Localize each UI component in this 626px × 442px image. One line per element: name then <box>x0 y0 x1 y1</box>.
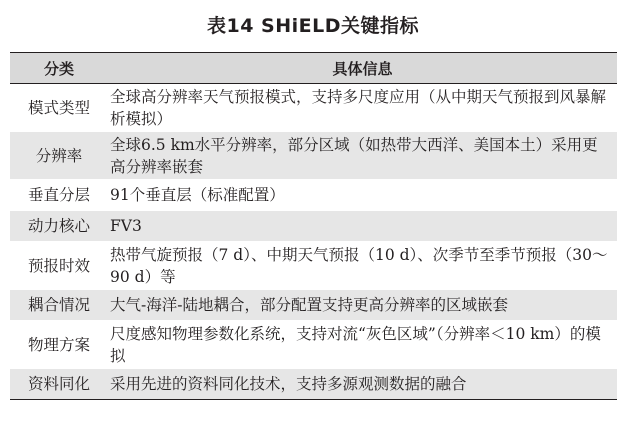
shield-key-indicators-table <box>10 52 617 400</box>
table-row <box>10 369 617 400</box>
table-row <box>10 180 617 211</box>
row-category: 分辨率 <box>35 146 83 165</box>
row-info: 全球高分辨率天气预报模式，支持多尺度应用（从中期天气预报到风暴解析模拟） <box>110 87 607 128</box>
table-row <box>10 211 617 242</box>
row-category: 耦合情况 <box>27 296 90 314</box>
header-category: 分类 <box>43 59 74 78</box>
table-title: 表14 SHiELD关键指标 <box>206 15 419 37</box>
row-category: 垂直分层 <box>27 186 90 204</box>
table-row <box>10 321 617 369</box>
table-row <box>10 132 617 180</box>
table-body <box>10 84 617 400</box>
row-info: 大气-海洋-陆地耦合，部分配置支持更高分辨率的区域嵌套 <box>110 296 508 314</box>
row-info: 尺度感知物理参数化系统，支持对流“灰色区域”（分辨率＜10 km）的模拟 <box>110 324 601 365</box>
row-category: 预报时效 <box>27 256 90 275</box>
row-category: 动力核心 <box>27 217 90 235</box>
row-info: 全球6.5 km水平分辨率，部分区域（如热带大西洋、美国本土）采用更高分辨率嵌套 <box>110 135 598 176</box>
row-category: 资料同化 <box>27 375 90 393</box>
header-details: 具体信息 <box>332 59 393 78</box>
row-category: 模式类型 <box>27 98 90 117</box>
table-row <box>10 242 617 290</box>
row-info: 热带气旋预报（7 d）、中期天气预报（10 d）、次季节至季节预报（30～90 d）等 <box>110 245 608 286</box>
row-info: 采用先进的资料同化技术，支持多源观测数据的融合 <box>110 375 467 393</box>
row-info: FV3 <box>110 217 142 235</box>
table-row <box>10 84 617 132</box>
header-row <box>10 53 617 84</box>
row-category: 物理方案 <box>27 335 90 354</box>
row-info: 91个垂直层（标准配置） <box>110 186 285 204</box>
table-header <box>10 53 617 84</box>
table-row <box>10 290 617 321</box>
